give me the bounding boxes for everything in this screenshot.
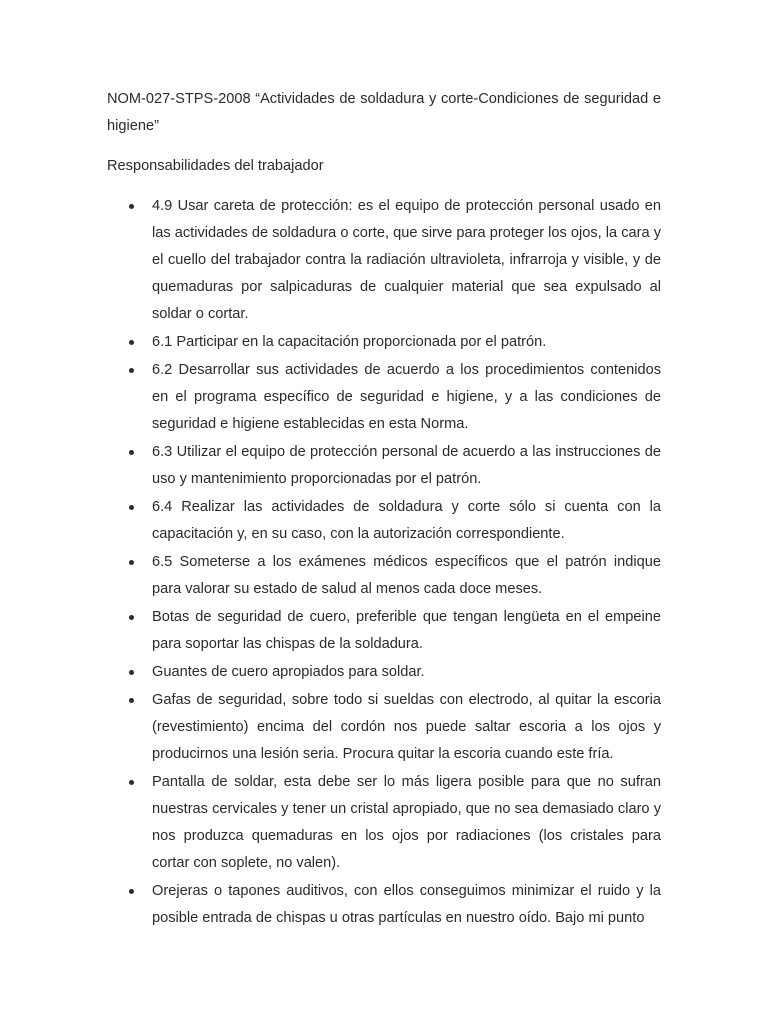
list-item (107, 878, 661, 932)
bullet-icon (129, 450, 134, 455)
list-item (107, 329, 661, 356)
list-item-text: 6.4 Realizar las actividades de soldadura y corte sólo si cuenta con la capacitación y, en su caso, con la autorización correspondiente. (152, 499, 661, 542)
list-item-text: Gafas de seguridad, sobre todo si sueldas con electrodo, al quitar la escoria (revestimiento) encima del cordón nos puede saltar escoria a los ojos y producirnos una lesión seria. Procura quitar la escoria cuando este fría. (152, 692, 661, 762)
list-item (107, 494, 661, 548)
document-title: NOM-027-STPS-2008 “Actividades de soldadura y corte-Condiciones de seguridad e higiene” (107, 91, 661, 134)
bullet-icon (129, 368, 134, 373)
document-page (107, 86, 661, 933)
list-item (107, 687, 661, 768)
responsibilities-list (107, 193, 661, 932)
list-item (107, 769, 661, 877)
list-item-text: Pantalla de soldar, esta debe ser lo más ligera posible para que no sufran nuestras cervicales y tener un cristal apropiado, que no sea demasiado claro y nos produzca quemaduras en los ojos por radiaciones (los cristales para cortar con soplete, no valen). (152, 774, 661, 871)
bullet-icon (129, 889, 134, 894)
list-item (107, 604, 661, 658)
bullet-icon (129, 505, 134, 510)
bullet-icon (129, 698, 134, 703)
bullet-icon (129, 670, 134, 675)
list-item (107, 193, 661, 328)
list-item-text: 6.5 Someterse a los exámenes médicos específicos que el patrón indique para valorar su estado de salud al menos cada doce meses. (152, 554, 661, 597)
list-item-text: Orejeras o tapones auditivos, con ellos conseguimos minimizar el ruido y la posible entrada de chispas u otras partículas en nuestro oído. Bajo mi punto (152, 883, 661, 926)
section-heading: Responsabilidades del trabajador (107, 158, 324, 174)
bullet-icon (129, 560, 134, 565)
list-item (107, 357, 661, 438)
list-item (107, 439, 661, 493)
list-item-text: Guantes de cuero apropiados para soldar. (152, 664, 425, 680)
list-item-text: 6.3 Utilizar el equipo de protección personal de acuerdo a las instrucciones de uso y mantenimiento proporcionadas por el patrón. (152, 444, 661, 487)
bullet-icon (129, 615, 134, 620)
bullet-icon (129, 340, 134, 345)
list-item-text: Botas de seguridad de cuero, preferible que tengan lengüeta en el empeine para soportar las chispas de la soldadura. (152, 609, 661, 652)
list-item-text: 4.9 Usar careta de protección: es el equipo de protección personal usado en las actividades de soldadura o corte, que sirve para proteger los ojos, la cara y el cuello del trabajador contra la radiación ultravioleta, infrarroja y visible, y de quemaduras por salpicaduras de cualquier material que sea expulsado al soldar o cortar. (152, 198, 661, 322)
list-item (107, 549, 661, 603)
bullet-icon (129, 780, 134, 785)
list-item (107, 659, 661, 686)
list-item-text: 6.2 Desarrollar sus actividades de acuerdo a los procedimientos contenidos en el programa específico de seguridad e higiene, y a las condiciones de seguridad e higiene establecidas en esta Norma. (152, 362, 661, 432)
bullet-icon (129, 204, 134, 209)
list-item-text: 6.1 Participar en la capacitación proporcionada por el patrón. (152, 334, 547, 350)
